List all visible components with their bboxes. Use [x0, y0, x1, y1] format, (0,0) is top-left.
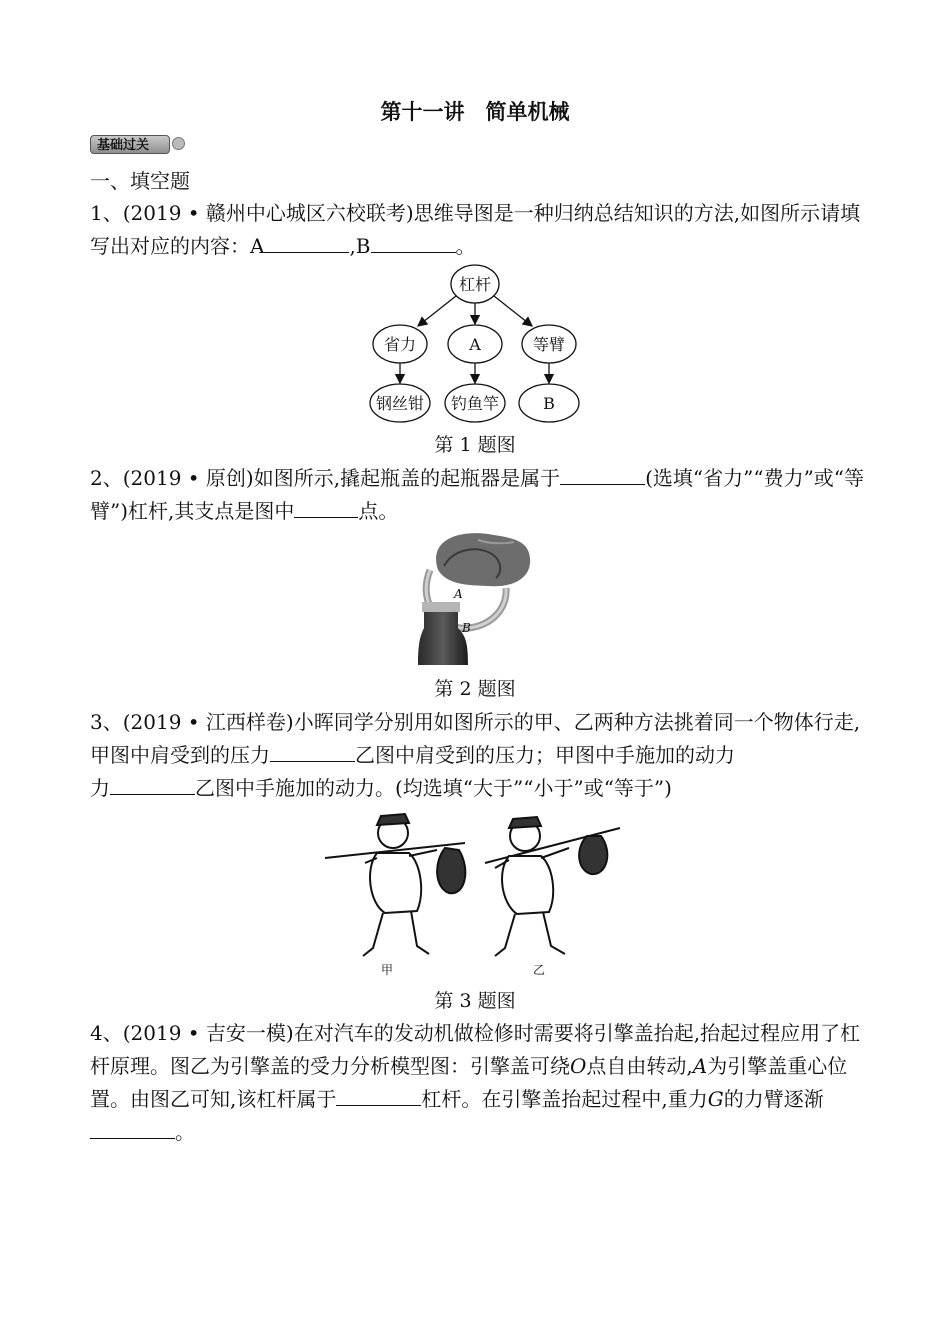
q1-text-b: ,B [349, 234, 371, 258]
caption-3: 第 3 题图 [434, 990, 516, 1012]
q4-blank-type[interactable] [336, 1083, 421, 1106]
q4-text-d: 杠杆。在引擎盖抬起过程中,重力 [421, 1087, 708, 1111]
label-yi: 乙 [532, 963, 546, 977]
q3-prefix: 力 [90, 776, 110, 800]
question-3 [90, 706, 865, 805]
q4-blank-arm[interactable] [90, 1116, 175, 1139]
question-1 [90, 197, 865, 263]
q4-text-b: 点自由转动, [586, 1054, 693, 1078]
section-heading: 一、填空题 [90, 169, 190, 193]
download-icon [172, 137, 185, 150]
node-bot-center: 钓鱼竿 [450, 394, 500, 413]
q1-blank-b[interactable] [371, 230, 456, 253]
q2-text-end: 点。 [358, 499, 399, 523]
q3-blank-shoulder[interactable] [270, 739, 355, 762]
node-root: 杠杆 [458, 275, 492, 294]
q1-text-end: 。 [455, 234, 476, 258]
label-jia: 甲 [380, 963, 394, 977]
question-4 [90, 1017, 865, 1149]
q1-blank-a[interactable] [264, 230, 349, 253]
q3-text-b: 乙图中肩受到的压力；甲图中手施加的动力 [355, 743, 735, 767]
question-2 [90, 462, 865, 528]
caption-2: 第 2 题图 [434, 678, 516, 700]
q2-blank-type[interactable] [560, 462, 645, 485]
q1-text: 1、(2019 • 赣州中心城区六校联考)思维导图是一种归纳总结知识的方法,如图所示请填写出对应的内容：A [90, 201, 861, 258]
q4-text-end: 。 [175, 1120, 195, 1144]
caption-1: 第 1 题图 [434, 434, 516, 456]
label-b: B [462, 621, 471, 635]
node-mid-left: 省力 [383, 335, 417, 354]
q2-blank-point[interactable] [294, 495, 358, 518]
node-mid-center: A [469, 335, 481, 354]
q4-point-a: A [692, 1054, 708, 1078]
q2-text-b: (选填“省力”“费力”或“等臂”)杠杆,其支点是图中 [90, 466, 865, 523]
q4-text-e: 的力臂逐渐 [723, 1087, 824, 1111]
q3-text-c: 乙图中手施加的动力。(均选填“大于”“小于”或“等于”) [195, 776, 672, 800]
lever-mind-map [360, 262, 590, 424]
q3-blank-hand[interactable] [110, 772, 195, 795]
node-mid-right: 等臂 [532, 335, 566, 354]
node-bot-right: B [543, 394, 555, 413]
page-title: 第十一讲 简单机械 [380, 100, 570, 124]
q4-text: 4、(2019 • 吉安一模)在对汽车的发动机做检修时需要将引擎盖抬起,抬起过程应用了杠杆原理。图乙为引擎盖的受力分析模型图：引擎盖可绕 [90, 1021, 861, 1078]
q4-text-c: 为引擎盖重心位置。由图乙可知,该杠杆属于 [90, 1054, 848, 1111]
q4-point-o: O [570, 1054, 587, 1078]
bottle-opener-photo [418, 530, 538, 665]
label-a: A [454, 587, 463, 601]
q4-gravity-g: G [707, 1087, 724, 1111]
q2-text: 2、(2019 • 原创)如图所示,撬起瓶盖的起瓶器是属于 [90, 466, 561, 490]
node-bot-left: 钢丝钳 [375, 394, 425, 413]
q3-text: 3、(2019 • 江西样卷)小晖同学分别用如图所示的甲、乙两种方法挑着同一个物体行走,甲图中肩受到的压力 [90, 710, 861, 767]
carrying-figures [325, 808, 630, 980]
section-badge: 基础过关 [90, 135, 170, 154]
